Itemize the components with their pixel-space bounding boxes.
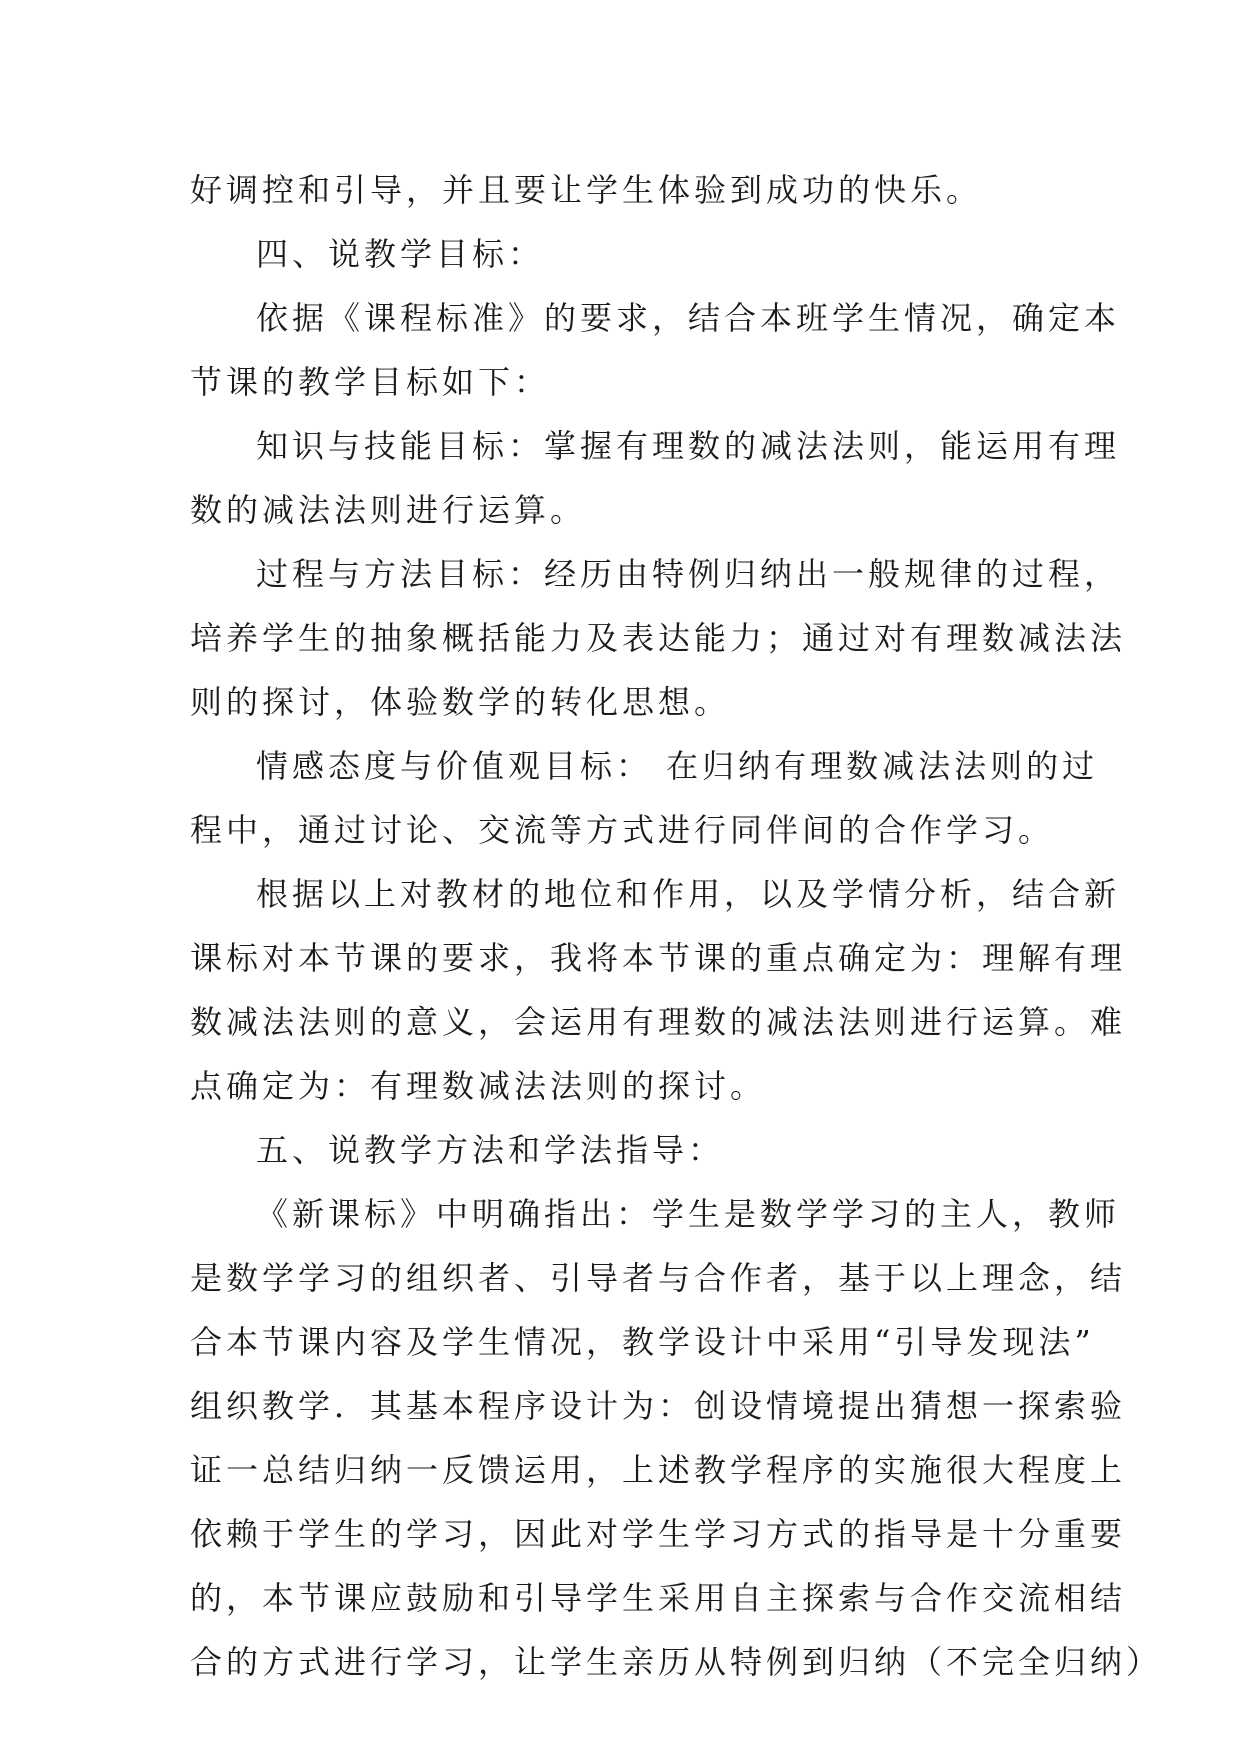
text-line: 依据《课程标准》的要求，结合本班学生情况，确定本: [256, 299, 1121, 337]
text-line: 根据以上对教材的地位和作用，以及学情分析，结合新: [256, 875, 1121, 913]
text-line: 《新课标》中明确指出：学生是数学学习的主人，教师: [256, 1195, 1121, 1233]
text-line: 依赖于学生的学习，因此对学生学习方式的指导是十分重要: [190, 1515, 1127, 1553]
text-line: 组织教学．其基本程序设计为：创设情境提出猜想一探索验: [190, 1387, 1127, 1425]
text-line: 证一总结归纳一反馈运用，上述教学程序的实施很大程度上: [190, 1451, 1127, 1489]
text-line: 四、说教学目标：: [256, 235, 545, 273]
text-line: 培养学生的抽象概括能力及表达能力；通过对有理数减法法: [190, 619, 1127, 657]
text-line: 知识与技能目标：掌握有理数的减法法则，能运用有理: [256, 427, 1121, 465]
text-line: 是数学学习的组织者、引导者与合作者，基于以上理念，结: [190, 1259, 1127, 1297]
text-line: 数的减法法则进行运算。: [190, 491, 587, 529]
text-line: 课标对本节课的要求，我将本节课的重点确定为：理解有理: [190, 939, 1127, 977]
document-body: [190, 158, 1163, 1694]
text-line: 点确定为：有理数减法法则的探讨。: [190, 1067, 767, 1105]
text-line: 好调控和引导，并且要让学生体验到成功的快乐。: [190, 171, 983, 209]
text-line: 情感态度与价值观目标： 在归纳有理数减法法则的过: [256, 747, 1099, 785]
text-line: 五、说教学方法和学法指导：: [256, 1131, 725, 1169]
text-line: 数减法法则的意义，会运用有理数的减法法则进行运算。难: [190, 1003, 1127, 1041]
text-line: 过程与方法目标：经历由特例归纳出一般规律的过程，: [256, 555, 1121, 593]
text-line: 的，本节课应鼓励和引导学生采用自主探索与合作交流相结: [190, 1579, 1127, 1617]
text-line: 则的探讨，体验数学的转化思想。: [190, 683, 731, 721]
text-line: 合的方式进行学习，让学生亲历从特例到归纳（不完全归纳）: [190, 1643, 1163, 1681]
text-line: 程中，通过讨论、交流等方式进行同伴间的合作学习。: [190, 811, 1055, 849]
text-line: 节课的教学目标如下：: [190, 363, 551, 401]
text-line: 合本节课内容及学生情况，教学设计中采用“引导发现法”: [190, 1323, 1095, 1361]
